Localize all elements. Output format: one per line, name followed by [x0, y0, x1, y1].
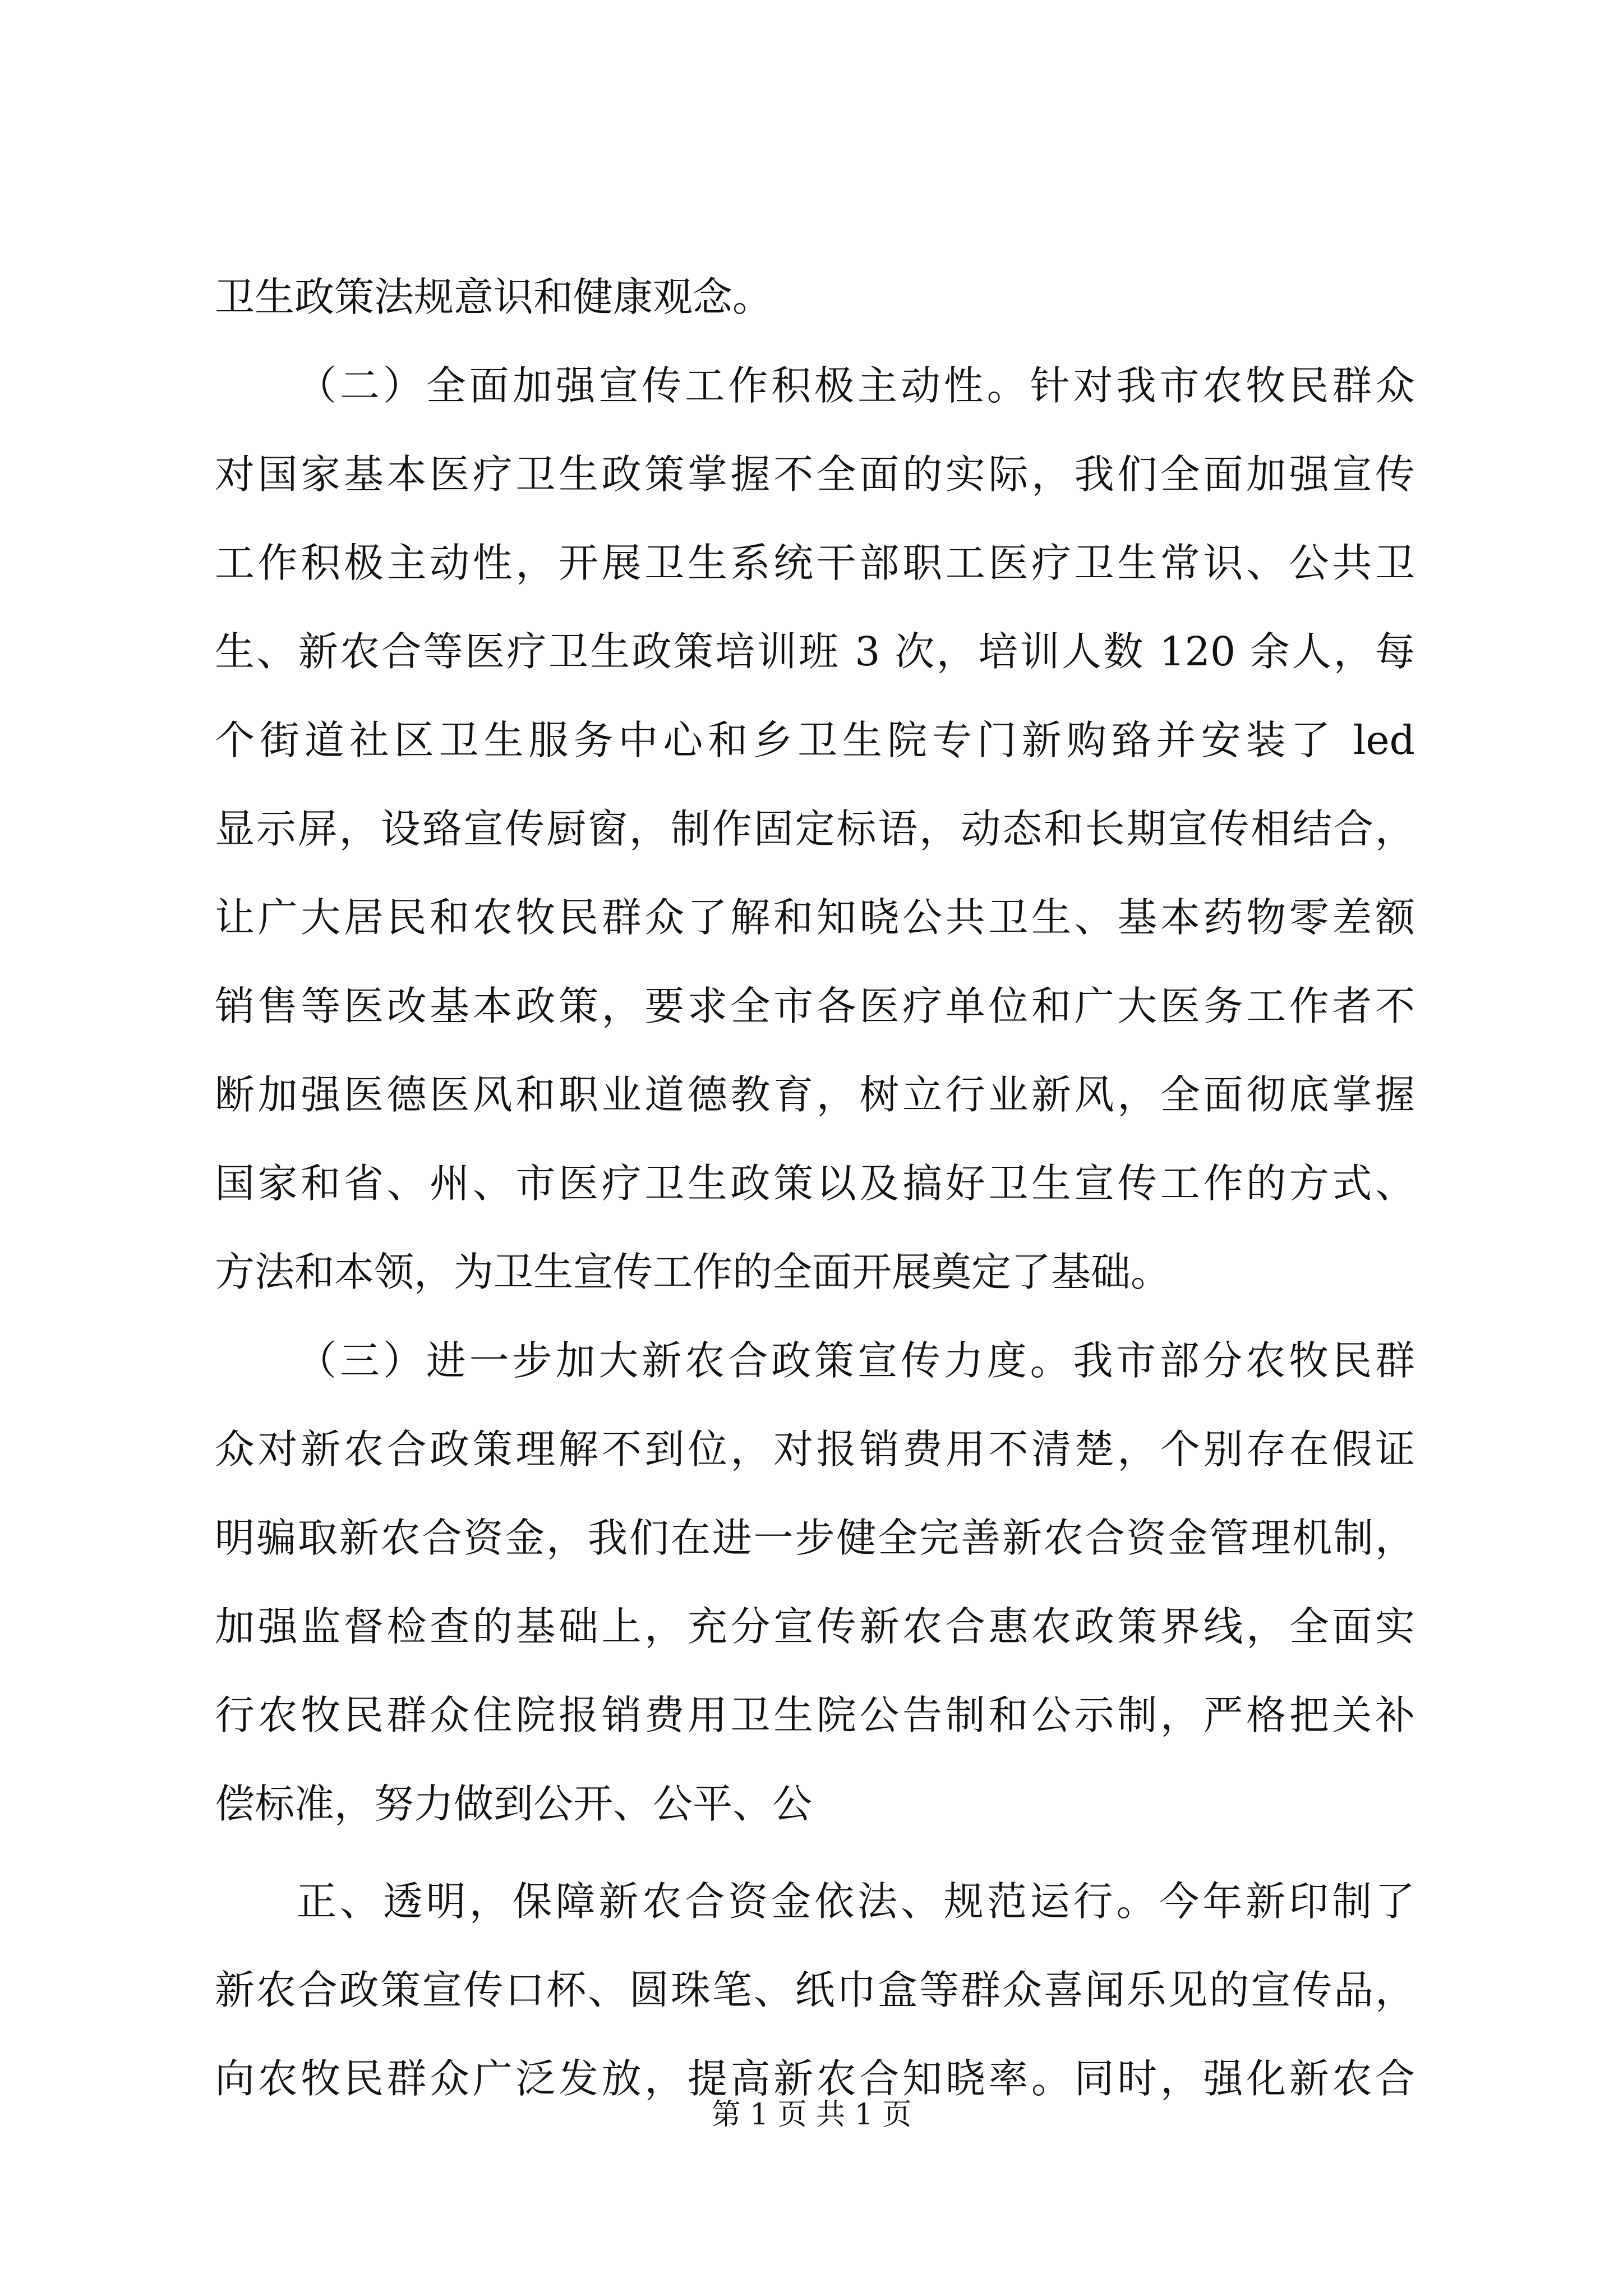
text-line: 众对新农合政策理解不到位，对报销费用不清楚，个别存在假证	[215, 1426, 1415, 1473]
page-footer: 第 1 页 共 1 页	[711, 2098, 912, 2132]
text-line: 方法和本领，为卫生宣传工作的全面开展奠定了基础。	[215, 1249, 1171, 1295]
text-line: （二）全面加强宣传工作积极主动性。针对我市农牧民群众	[297, 362, 1415, 409]
text-line: 国家和省、州、市医疗卫生政策以及搞好卫生宣传工作的方式、	[215, 1160, 1415, 1207]
text-line: 正、透明，保障新农合资金依法、规范运行。今年新印制了	[297, 1878, 1415, 1925]
text-line: 偿标准，努力做到公开、公平、公	[215, 1780, 813, 1827]
text-line: 明骗取新农合资金，我们在进一步健全完善新农合资金管理机制，	[215, 1515, 1415, 1561]
text-line: 断加强医德医风和职业道德教育，树立行业新风，全面彻底掌握	[215, 1071, 1415, 1118]
text-line: 让广大居民和农牧民群众了解和知晓公共卫生、基本药物零差额	[215, 894, 1415, 941]
text-line: 对国家基本医疗卫生政策掌握不全面的实际，我们全面加强宣传	[215, 451, 1415, 498]
text-line: 行农牧民群众住院报销费用卫生院公告制和公示制，严格把关补	[215, 1692, 1415, 1738]
text-line: 显示屏，设臵宣传厨窗，制作固定标语，动态和长期宣传相结合，	[215, 806, 1415, 852]
text-line: 生、新农合等医疗卫生政策培训班 3 次，培训人数 120 余人，每	[215, 628, 1415, 675]
text-line: 个街道社区卫生服务中心和乡卫生院专门新购臵并安装了 led	[215, 717, 1415, 763]
text-line: 卫生政策法规意识和健康观念。	[215, 274, 773, 320]
text-line: 销售等医改基本政策，要求全市各医疗单位和广大医务工作者不	[215, 983, 1415, 1029]
text-line: 工作积极主动性，开展卫生系统干部职工医疗卫生常识、公共卫	[215, 540, 1415, 586]
text-line: （三）进一步加大新农合政策宣传力度。我市部分农牧民群	[297, 1337, 1415, 1384]
text-line: 向农牧民群众广泛发放，提高新农合知晓率。同时，强化新农合	[215, 2055, 1415, 2102]
text-line: 加强监督检查的基础上，充分宣传新农合惠农政策界线，全面实	[215, 1603, 1415, 1650]
text-line: 新农合政策宣传口杯、圆珠笔、纸巾盒等群众喜闻乐见的宣传品，	[215, 1967, 1415, 2013]
